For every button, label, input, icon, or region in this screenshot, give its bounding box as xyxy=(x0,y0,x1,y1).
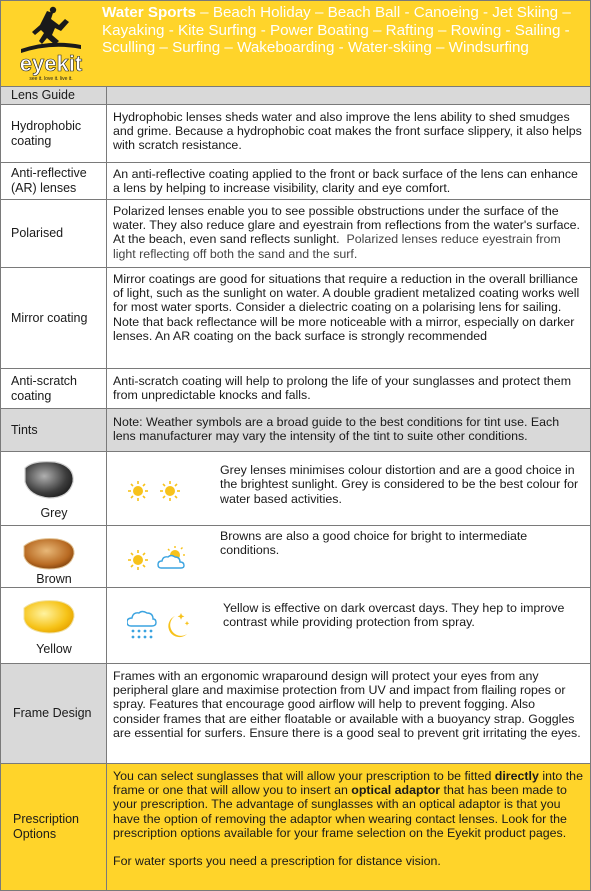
tint-row-brown xyxy=(1,526,590,588)
lens-row-label: Anti-reflective (AR) lenses xyxy=(1,163,107,199)
tint-name: Grey xyxy=(40,506,68,520)
lens-guide-label: Lens Guide xyxy=(1,87,107,104)
prescription-text xyxy=(107,764,590,890)
lens-row-mirror xyxy=(1,268,590,369)
eyekit-logo xyxy=(7,5,95,83)
prescription-label: Prescription Options xyxy=(1,764,107,890)
sun-icon xyxy=(128,481,148,501)
tints-label: Tints xyxy=(1,409,107,451)
lens-row-anti-scratch xyxy=(1,369,590,409)
lens-guide-section-header xyxy=(1,87,590,105)
sun-icon xyxy=(128,550,148,570)
weather-icons-grey xyxy=(127,480,187,502)
svg-text:see it. love it. live it.: see it. love it. live it. xyxy=(29,76,73,82)
frame-design-label: Frame Design xyxy=(1,664,107,763)
water-sports-title: Water Sports xyxy=(102,4,196,21)
frame-design-text: Frames with an ergonomic wraparound design will protect your eyes from any peripheral glare and maximise protection from UV and impact from flailing ropes or spray. Features that encourage good airflow will help to prevent fogging. Also consider frames that are either floatable or available with a buoyancy strap. Goggles are essential for surfers. Ensure there is a good seal to prevent grit irritating the eyes. xyxy=(113,669,581,740)
weather-icons-brown xyxy=(127,546,189,572)
tints-note: Note: Weather symbols are a broad guide to the best conditions for tint use. Each lens manufacturer may vary the intensity of the tint to suite other conditions. xyxy=(113,415,560,444)
tint-text: Yellow is effective on dark overcast days. They hep to improve contrast while providing protection from spray. xyxy=(223,601,565,630)
tint-row-yellow xyxy=(1,588,590,664)
tint-row-grey xyxy=(1,452,590,526)
rain-cloud-icon xyxy=(127,612,156,639)
lens-row-polarised xyxy=(1,200,590,268)
svg-text:eyekit: eyekit xyxy=(19,51,83,76)
tint-text: Grey lenses minimises colour distortion and are a good choice in the brightest sunlight. Grey is considered to be the best colour for water based activities. xyxy=(220,463,579,506)
weather-icons-yellow xyxy=(127,610,191,644)
prescription-row xyxy=(1,764,590,890)
sun-cloud-icon xyxy=(158,546,185,568)
prescription-paragraph: You can select sunglasses that will allow your prescription to be fitted directly into the frame or one that will allow you to insert an optical adaptor that has been made to your prescription. The advantage of sunglasses with an optical adaptor is that you have the option of removing the adaptor when wearing contact lenses. Look for the prescription options available for your frame selection on the Eyekit product pages. xyxy=(113,769,583,840)
lens-row-text: Polarized lenses enable you to see possible obstructions under the surface of the water. They also reduce glare and eyestrain from reflections from the water's surface. At the beach, even sand reflects sunlight. Polarized lenses reduce eyestrain from light reflecting off both the sand and the surf. xyxy=(113,204,581,261)
tint-name: Yellow xyxy=(36,642,72,656)
lens-row-label: Anti-scratch coating xyxy=(1,369,107,408)
sun-icon xyxy=(160,481,180,501)
lens-row-text: Anti-scratch coating will help to prolong the life of your sunglasses and protect them from unpredictable knocks and falls. xyxy=(113,374,572,403)
yellow-lens-icon xyxy=(21,598,77,636)
grey-lens-icon xyxy=(21,458,77,502)
frame-design-row xyxy=(1,664,590,764)
tint-name: Brown xyxy=(36,572,72,586)
lens-row-label: Hydrophobic coating xyxy=(1,105,107,162)
lens-row-label: Mirror coating xyxy=(1,268,107,368)
header-banner xyxy=(1,1,590,87)
lens-row-hydrophobic xyxy=(1,105,590,163)
lens-row-label: Polarised xyxy=(1,200,107,267)
moon-stars-icon xyxy=(168,613,189,637)
lens-row-text: Hydrophobic lenses sheds water and also improve the lens ability to shed smudges and grime. Because a hydrophobic coat makes the front surface slippery, it also helps with scratch resistance. xyxy=(113,110,582,153)
lens-row-anti-reflective xyxy=(1,163,590,200)
prescription-distance-note: For water sports you need a prescription for distance vision. xyxy=(113,854,441,869)
brown-lens-icon xyxy=(21,536,77,572)
activities-heading xyxy=(102,4,584,57)
tint-text: Browns are also a good choice for bright to intermediate conditions. xyxy=(220,529,528,558)
lens-row-text: Mirror coatings are good for situations that require a reduction in the overall brilliance of light, such as the sunlight on water. A double gradient metalized coating works well for most water sports. Consider a dielectric coating on a polarising lens for sailing. Note that back reflectance will be more noticeable with a mirror, especially on darker lenses. An AR coating on the back surface is strongly recommended xyxy=(113,272,580,343)
tints-section-header xyxy=(1,409,590,452)
activities-list: – Beach Holiday – Beach Ball - Canoeing - Jet Skiing – Kayaking - Kite Surfing - Power Boating – Rafting – Rowing - Sailing - Sculling – Surfing – Wakeboarding - Water-skiing – Windsurfing xyxy=(102,4,571,56)
lens-row-text: An anti-reflective coating applied to the front or back surface of the lens can enhance a lens by helping to increase visibility, clarity and eye comfort. xyxy=(113,167,578,196)
